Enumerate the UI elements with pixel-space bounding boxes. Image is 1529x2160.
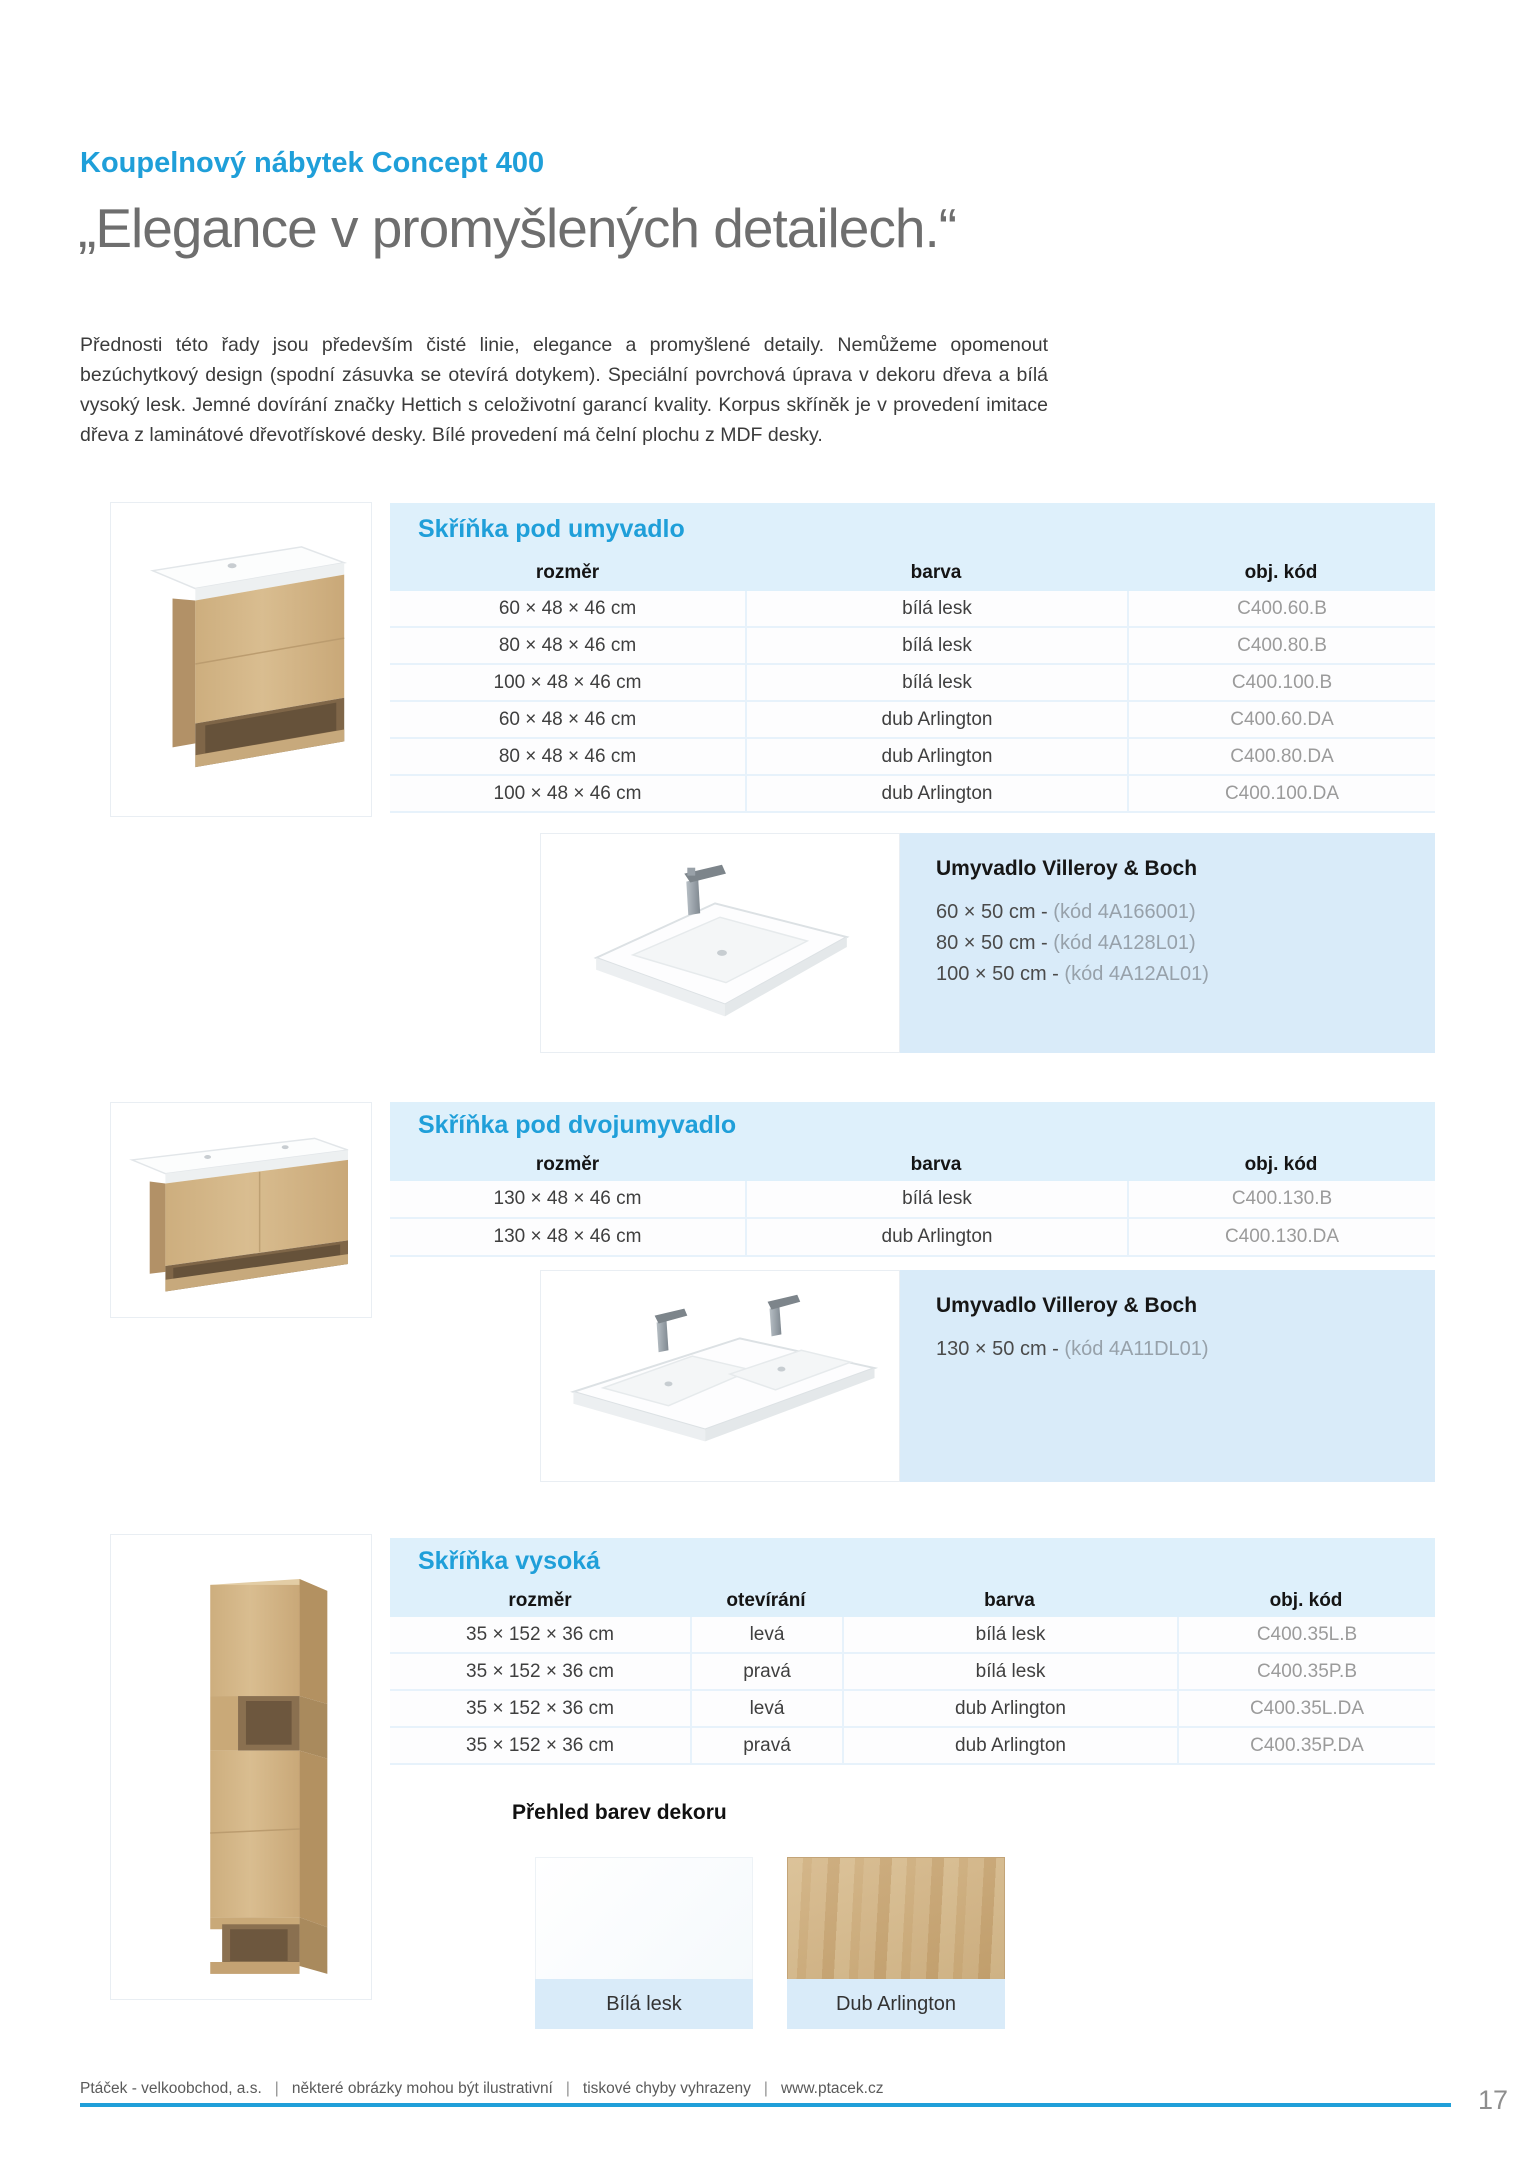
cell-barva: bílá lesk bbox=[745, 591, 1127, 628]
cell-barva: bílá lesk bbox=[842, 1617, 1177, 1654]
footer-separator: | bbox=[565, 2080, 570, 2097]
footer-note-images: některé obrázky mohou být ilustrativní bbox=[291, 2080, 553, 2097]
table-skrinka-vysoka bbox=[390, 1538, 1435, 1765]
cell-obj-kod: C400.35L.B bbox=[1177, 1617, 1435, 1654]
cell-obj-kod: C400.35P.B bbox=[1177, 1654, 1435, 1691]
footer-website-link[interactable]: www.ptacek.cz bbox=[780, 2080, 884, 2097]
cell-obj-kod: C400.80.B bbox=[1127, 628, 1435, 665]
cell-obj-kod: C400.35L.DA bbox=[1177, 1691, 1435, 1728]
table-row bbox=[390, 702, 1435, 739]
cell-otevirani: levá bbox=[690, 1617, 842, 1654]
product-image-double-cabinet bbox=[110, 1102, 372, 1318]
swatch-dub-arlington bbox=[787, 1857, 1005, 2029]
cell-obj-kod: C400.130.DA bbox=[1127, 1219, 1435, 1257]
cell-rozmer: 35 × 152 × 36 cm bbox=[390, 1728, 690, 1765]
cell-otevirani: pravá bbox=[690, 1654, 842, 1691]
table-row bbox=[390, 628, 1435, 665]
footer-separator: | bbox=[763, 2080, 768, 2097]
cell-barva: dub Arlington bbox=[842, 1691, 1177, 1728]
cell-barva: dub Arlington bbox=[745, 739, 1127, 776]
intro-paragraph: Přednosti této řady jsou především čisté linie, elegance a promyšlené detaily. Nemůžeme opomenout bezúchytkový design (spodní zásuvka se otevírá dotykem). Speciální povrchová úprava v dekoru dřeva a bílá vysoký lesk. Jemné dovírání značky Hettich s celoživotní garancí kvality. Korpus skříněk je v provedení imitace dřeva z laminátové dřevotřískové desky. Bílé provedení má čelní plochu z MDF desky. bbox=[80, 334, 1048, 446]
cell-rozmer: 100 × 48 × 46 cm bbox=[390, 665, 745, 702]
cell-obj-kod: C400.100.B bbox=[1127, 665, 1435, 702]
cell-barva: bílá lesk bbox=[745, 628, 1127, 665]
swatch-chip-white bbox=[535, 1857, 753, 1979]
single-sink-image bbox=[541, 834, 899, 1052]
swatch-bila-lesk bbox=[535, 1857, 753, 2029]
table-row bbox=[390, 665, 1435, 702]
sink-code: (kód 4A128L01) bbox=[1053, 932, 1196, 954]
cell-rozmer: 35 × 152 × 36 cm bbox=[390, 1691, 690, 1728]
table-row bbox=[390, 591, 1435, 628]
cell-barva: bílá lesk bbox=[745, 665, 1127, 702]
cell-otevirani: levá bbox=[690, 1691, 842, 1728]
cell-barva: bílá lesk bbox=[842, 1654, 1177, 1691]
cell-obj-kod: C400.130.B bbox=[1127, 1181, 1435, 1219]
double-sink-image bbox=[541, 1271, 899, 1481]
series-kicker: Koupelnový nábytek Concept 400 bbox=[80, 147, 545, 179]
footer-company: Ptáček - velkoobchod, a.s. bbox=[80, 2080, 262, 2097]
table-row bbox=[390, 1181, 1435, 1219]
sink-size: 100 × 50 cm - bbox=[936, 963, 1065, 985]
table-header-row bbox=[390, 1584, 1435, 1617]
column-header-rozmer: rozměr bbox=[390, 1148, 745, 1181]
decor-heading: Přehled barev dekoru bbox=[512, 1801, 727, 1824]
column-header-obj-kod: obj. kód bbox=[1127, 555, 1435, 591]
cell-rozmer: 60 × 48 × 46 cm bbox=[390, 591, 745, 628]
page-title: „Elegance v promyšlených detailech.“ bbox=[78, 197, 957, 259]
cell-barva: dub Arlington bbox=[745, 776, 1127, 813]
sink-box-title: Umyvadlo Villeroy & Boch bbox=[936, 1294, 1198, 1317]
page-number: 17 bbox=[1478, 2085, 1509, 2115]
cell-rozmer: 130 × 48 × 46 cm bbox=[390, 1181, 745, 1219]
table-header-row bbox=[390, 1148, 1435, 1181]
sink-size: 130 × 50 cm - bbox=[936, 1338, 1065, 1360]
table-skrinka-pod-dvojumyvadlo bbox=[390, 1102, 1435, 1257]
swatch-label: Dub Arlington bbox=[787, 1979, 1005, 2029]
product-image-sink-single bbox=[540, 833, 900, 1053]
footer-note-errors: tiskové chyby vyhrazeny bbox=[582, 2080, 751, 2097]
double-cabinet-image bbox=[111, 1103, 371, 1317]
sink-code: (kód 4A166001) bbox=[1053, 901, 1196, 923]
cell-rozmer: 60 × 48 × 46 cm bbox=[390, 702, 745, 739]
table-row bbox=[390, 1691, 1435, 1728]
table-title: Skříňka vysoká bbox=[390, 1538, 1435, 1584]
footer-separator: | bbox=[274, 2080, 279, 2097]
sink-code: (kód 4A11DL01) bbox=[1064, 1338, 1209, 1360]
column-header-obj-kod: obj. kód bbox=[1127, 1148, 1435, 1181]
cell-obj-kod: C400.60.B bbox=[1127, 591, 1435, 628]
column-header-barva: barva bbox=[745, 555, 1127, 591]
sink-size-line bbox=[936, 928, 1435, 959]
swatch-label: Bílá lesk bbox=[535, 1979, 753, 2029]
table-title: Skříňka pod umyvadlo bbox=[390, 503, 1435, 555]
table-row bbox=[390, 1728, 1435, 1765]
product-image-sink-double bbox=[540, 1270, 900, 1482]
cell-barva: dub Arlington bbox=[745, 702, 1127, 739]
sink-info-box bbox=[900, 833, 1435, 1053]
cell-otevirani: pravá bbox=[690, 1728, 842, 1765]
column-header-rozmer: rozměr bbox=[390, 555, 745, 591]
sink-code: (kód 4A12AL01) bbox=[1064, 963, 1209, 985]
sink-size-line bbox=[936, 897, 1435, 928]
column-header-obj-kod: obj. kód bbox=[1177, 1584, 1435, 1617]
cell-barva: dub Arlington bbox=[745, 1219, 1127, 1257]
footer bbox=[80, 2080, 883, 2098]
sink-info-box bbox=[900, 1270, 1435, 1482]
table-row bbox=[390, 1219, 1435, 1257]
table-row bbox=[390, 739, 1435, 776]
cell-barva: dub Arlington bbox=[842, 1728, 1177, 1765]
cell-rozmer: 80 × 48 × 46 cm bbox=[390, 628, 745, 665]
table-header-row bbox=[390, 555, 1435, 591]
cell-barva: bílá lesk bbox=[745, 1181, 1127, 1219]
table-title: Skříňka pod dvojumyvadlo bbox=[390, 1102, 1435, 1148]
column-header-rozmer: rozměr bbox=[390, 1584, 690, 1617]
product-image-tall-cabinet bbox=[110, 1534, 372, 2000]
cell-rozmer: 80 × 48 × 46 cm bbox=[390, 739, 745, 776]
sink-size: 80 × 50 cm - bbox=[936, 932, 1054, 954]
table-row bbox=[390, 1617, 1435, 1654]
cell-rozmer: 100 × 48 × 46 cm bbox=[390, 776, 745, 813]
table-row bbox=[390, 1654, 1435, 1691]
cell-obj-kod: C400.80.DA bbox=[1127, 739, 1435, 776]
cell-obj-kod: C400.100.DA bbox=[1127, 776, 1435, 813]
sink-box-title: Umyvadlo Villeroy & Boch bbox=[936, 857, 1198, 880]
product-image-washbasin-cabinet bbox=[110, 502, 372, 817]
tall-cabinet-image bbox=[111, 1535, 371, 1999]
cell-rozmer: 130 × 48 × 46 cm bbox=[390, 1219, 745, 1257]
cell-rozmer: 35 × 152 × 36 cm bbox=[390, 1654, 690, 1691]
table-row bbox=[390, 776, 1435, 813]
column-header-barva: barva bbox=[745, 1148, 1127, 1181]
sink-size-line bbox=[936, 1334, 1435, 1365]
footer-accent-line bbox=[80, 2103, 1451, 2107]
cell-obj-kod: C400.35P.DA bbox=[1177, 1728, 1435, 1765]
column-header-otevirani: otevírání bbox=[690, 1584, 842, 1617]
cell-rozmer: 35 × 152 × 36 cm bbox=[390, 1617, 690, 1654]
sink-size-line bbox=[936, 959, 1435, 990]
sink-size: 60 × 50 cm - bbox=[936, 901, 1054, 923]
swatch-chip-wood bbox=[787, 1857, 1005, 1979]
table-skrinka-pod-umyvadlo bbox=[390, 503, 1435, 813]
washbasin-cabinet-image bbox=[111, 503, 371, 816]
cell-obj-kod: C400.60.DA bbox=[1127, 702, 1435, 739]
column-header-barva: barva bbox=[842, 1584, 1177, 1617]
